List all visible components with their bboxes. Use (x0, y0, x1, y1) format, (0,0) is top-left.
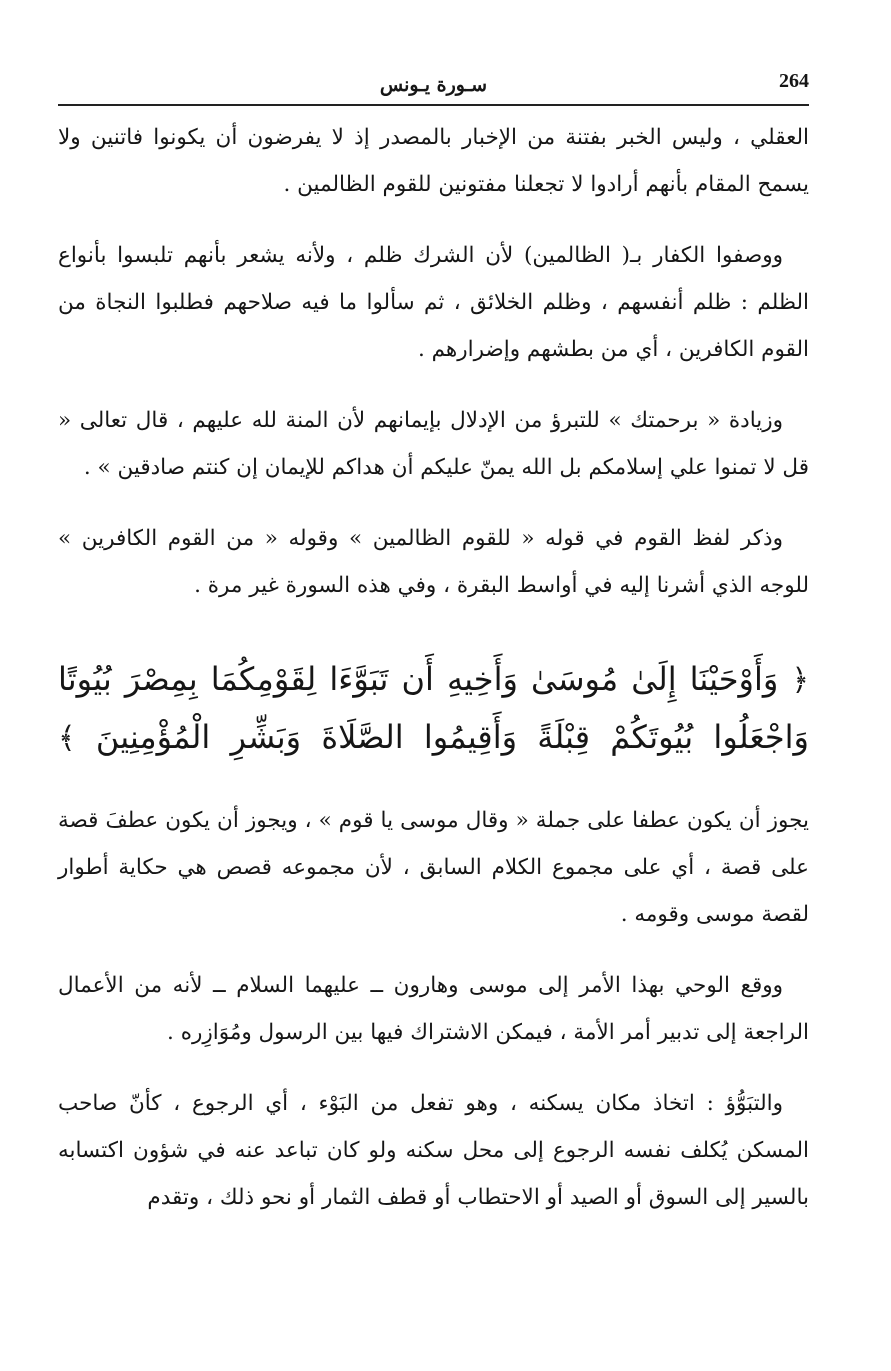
paragraph-7: والتبَوُّؤ : اتخاذ مكان يسكنه ، وهو تفعل من البَوْء ، أي الرجوع ، كأنّ صاحب المسكن يُكلف نفسه الرجوع إلى محل سكنه ولو كان تباعد عنه في شؤون اكتسابه بالسير إلى السوق أو الصيد أو الاحتطاب أو قطف الثمار أو نحو ذلك ، وتقدم (58, 1091, 809, 1210)
paragraph-3: وزيادة « برحمتك » للتبرؤ من الإدلال بإيمانهم لأن المنة لله عليهم ، قال تعالى « قل لا تمنوا علي إسلامكم بل الله يمنّ عليكم أن هداكم للإيمان إن كنتم صادقين » . (58, 408, 809, 480)
paragraph-5: يجوز أن يكون عطفا على جملة « وقال موسى يا قوم » ، ويجوز أن يكون عطفَ قصة على قصة ، أي على مجموع الكلام السابق ، لأن مجموعه قصص هي حكاية أطوار لقصة موسى وقومه . (58, 808, 809, 927)
paragraph-2: ووصفوا الكفار بـ( الظالمين) لأن الشرك ظلم ، ولأنه يشعر بأنهم تلبسوا بأنواع الظلم : ظلم أنفسهم ، وظلم الخلائق ، ثم سألوا ما فيه صلاحهم فطلبوا النجاة من القوم الكافرين ، أي من بطشهم وإضرارهم . (58, 243, 809, 362)
verse-text: وَأَوْحَيْنَا إِلَىٰ مُوسَىٰ وَأَخِيهِ أَن تَبَوَّءَا لِقَوْمِكُمَا بِمِصْرَ بُيُوتًا وَاجْعَلُوا بُيُوتَكُمْ قِبْلَةً وَأَقِيمُوا الصَّلَاةَ وَبَشِّرِ الْمُؤْمِنِينَ (58, 660, 810, 756)
paragraph-4: وذكر لفظ القوم في قوله « للقوم الظالمين » وقوله « من القوم الكافرين » للوجه الذي أشرنا إليه في أواسط البقرة ، وفي هذه السورة غير مرة . (58, 526, 809, 598)
surah-title: سـورة يـونس (379, 74, 488, 96)
verse-close-bracket: ﴾ (58, 721, 76, 756)
page-body (58, 114, 809, 1221)
paragraph-1: العقلي ، وليس الخبر بفتنة من الإخبار بالمصدر إذ لا يفرضون أن يكونوا فاتنين ولا يسمح المقام بأنهم أرادوا لا تجعلنا مفتونين للقوم الظالمين . (58, 125, 809, 197)
verse-open-bracket: ﴿ (791, 663, 810, 698)
quran-verse (58, 651, 809, 767)
paragraph-6: ووقع الوحي بهذا الأمر إلى موسى وهارون ــ عليهما السلام ــ لأنه من الأعمال الراجعة إلى تدبير أمر الأمة ، فيمكن الاشتراك فيها بين الرسول ومُوَازِره . (58, 973, 809, 1045)
page-number: 264 (779, 70, 809, 92)
page-header (58, 62, 809, 106)
